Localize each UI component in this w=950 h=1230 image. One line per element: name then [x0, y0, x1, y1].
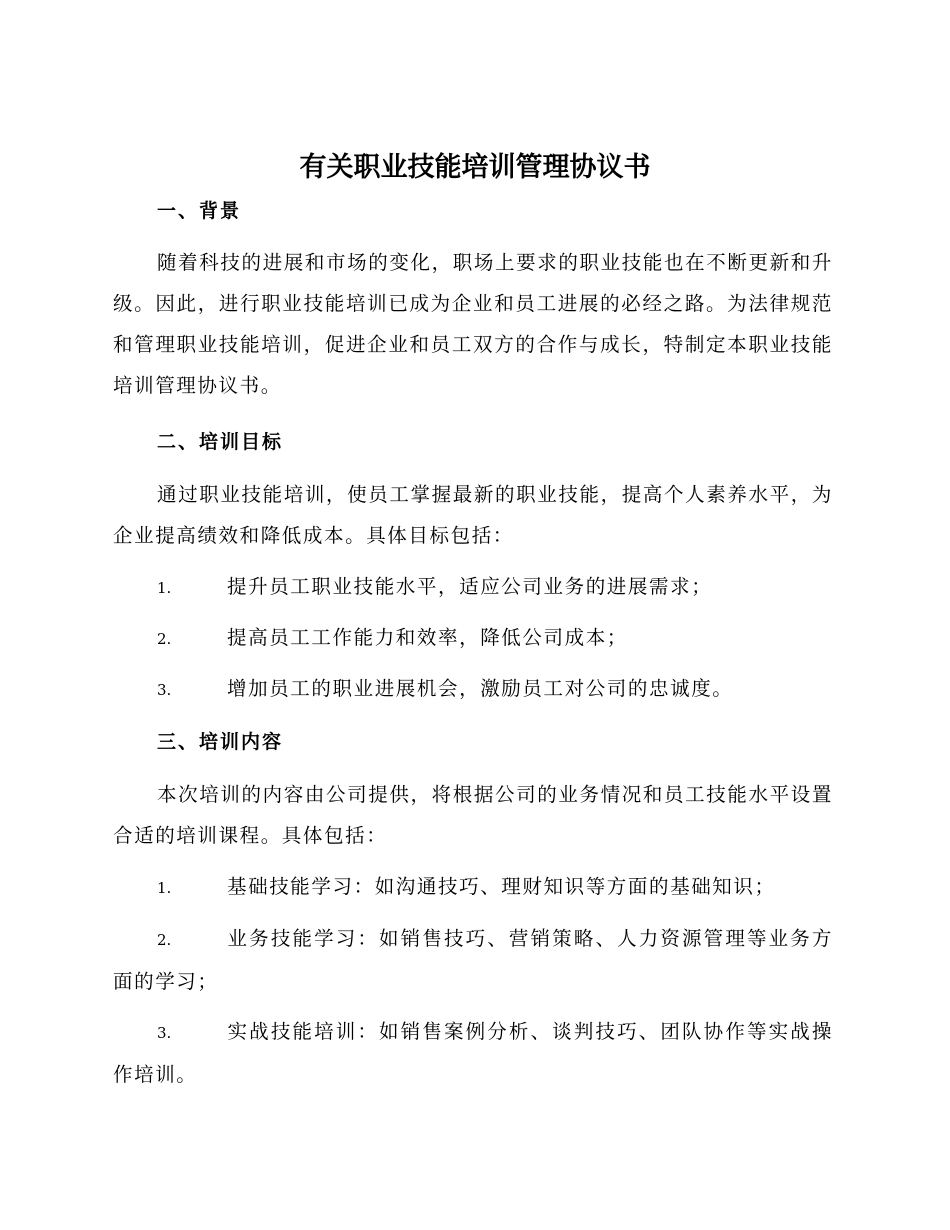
section-paragraph: 通过职业技能培训，使员工掌握最新的职业技能，提高个人素养水平，为企业提高绩效和降低成本。具体目标包括：: [113, 483, 833, 547]
list-item-text: 增加员工的职业进展机会，激励员工对公司的忠诚度。: [227, 677, 734, 700]
section-heading-background: 一、背景: [157, 200, 242, 222]
list-item-text: 实战技能培训：如销售案例分析、谈判技巧、团队协作等实战操作培训。: [113, 1020, 833, 1086]
list-item-number: 3.: [157, 1024, 172, 1042]
list-item: [113, 866, 833, 909]
section-paragraph: 随着科技的进展和市场的变化，职场上要求的职业技能也在不断更新和升级。因此，进行职业技能培训已成为企业和员工进展的必经之路。为法律规范和管理职业技能培训，促进企业和员工双方的合作与成长，特制定本职业技能培训管理协议书。: [113, 251, 833, 397]
list-item-text: 业务技能学习：如销售技巧、营销策略、人力资源管理等业务方面的学习；: [113, 927, 833, 993]
list-item-text: 提高员工工作能力和效率，降低公司成本；: [227, 626, 628, 649]
list-item: [113, 566, 833, 609]
list-item: [113, 918, 833, 1002]
section-heading-training-content: 三、培训内容: [157, 731, 284, 753]
document-title: 有关职业技能培训管理协议书: [299, 152, 651, 183]
list-item-text: 提升员工职业技能水平，适应公司业务的进展需求；: [227, 575, 713, 598]
list-item-number: 2.: [157, 630, 172, 648]
list-item: [113, 617, 833, 660]
section-paragraph: 本次培训的内容由公司提供，将根据公司的业务情况和员工技能水平设置合适的培训课程。具体包括：: [113, 783, 833, 847]
list-item-number: 1.: [157, 879, 172, 897]
list-item-number: 3.: [157, 681, 172, 699]
list-item-number: 2.: [157, 931, 172, 949]
list-item-number: 1.: [157, 579, 172, 597]
list-item: [113, 1011, 833, 1095]
list-item: [113, 668, 833, 711]
list-item-text: 基础技能学习：如沟通技巧、理财知识等方面的基础知识；: [227, 875, 776, 898]
section-heading-training-goals: 二、培训目标: [157, 431, 284, 453]
